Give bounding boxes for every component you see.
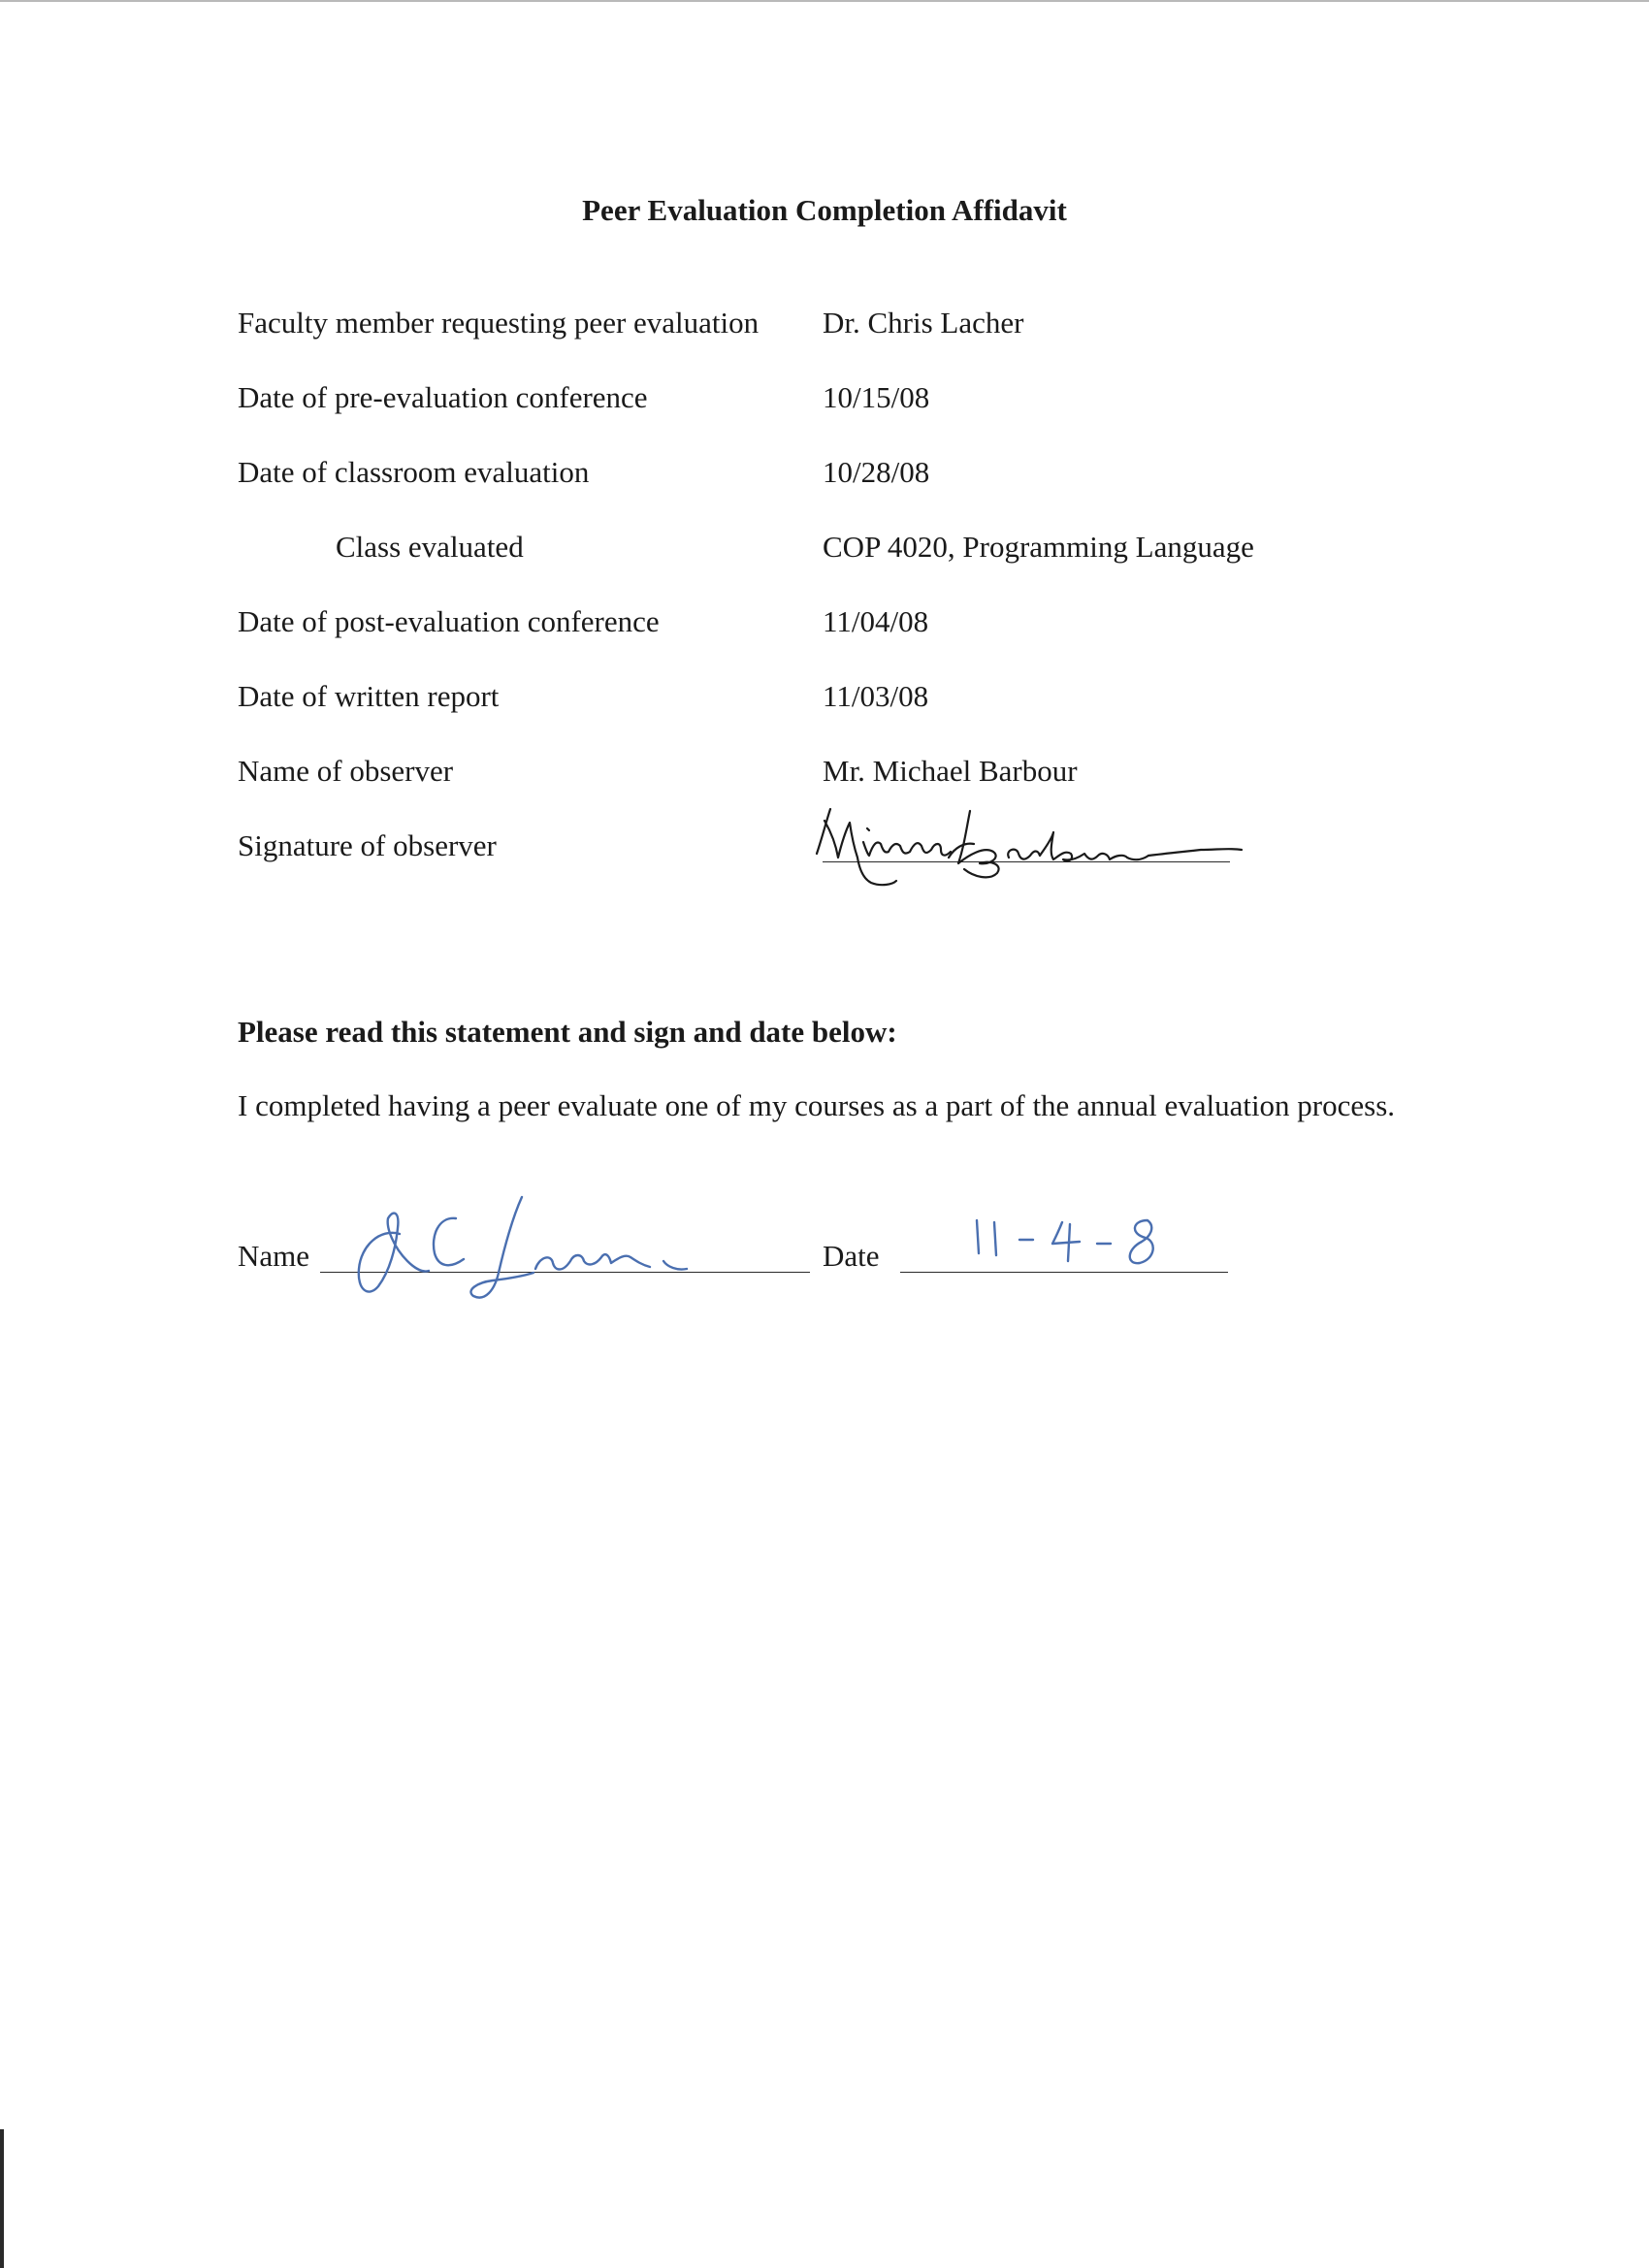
field-row-class-evaluated: [0, 525, 1649, 569]
field-row-post-evaluation-date: [0, 599, 1649, 644]
field-value: Dr. Chris Lacher: [823, 306, 1024, 340]
scan-left-edge: [0, 2129, 4, 2268]
date-label: Date: [823, 1239, 880, 1273]
field-label: Date of pre-evaluation conference: [238, 380, 648, 414]
document-title: Peer Evaluation Completion Affidavit: [582, 193, 1067, 227]
field-row-written-report-date: [0, 674, 1649, 719]
field-row-pre-evaluation-date: [0, 375, 1649, 420]
field-label: Name of observer: [238, 754, 454, 788]
statement-body: I completed having a peer evaluate one of my courses as a part of the annual evaluation process.: [238, 1088, 1396, 1122]
statement-heading: Please read this statement and sign and date below:: [238, 1015, 897, 1049]
field-value: 10/15/08: [823, 380, 930, 414]
name-signature: [341, 1189, 759, 1306]
field-label: Date of classroom evaluation: [238, 455, 590, 489]
field-row-classroom-evaluation-date: [0, 450, 1649, 495]
sign-off-row: [0, 1232, 1649, 1290]
field-value: 11/04/08: [823, 604, 929, 638]
field-label: Date of written report: [238, 679, 500, 713]
scan-top-edge: [0, 0, 1649, 2]
field-value: 10/28/08: [823, 455, 930, 489]
observer-signature: [803, 782, 1259, 898]
field-label: Faculty member requesting peer evaluation: [238, 306, 760, 340]
field-label: Class evaluated: [336, 530, 524, 564]
field-label: Date of post-evaluation conference: [238, 604, 660, 638]
field-value: COP 4020, Programming Language: [823, 530, 1254, 564]
name-label: Name: [238, 1239, 310, 1273]
field-label: Signature of observer: [238, 828, 497, 862]
field-row-faculty-member: [0, 301, 1649, 345]
handwritten-date: [965, 1211, 1188, 1280]
field-value: Mr. Michael Barbour: [823, 754, 1078, 788]
field-value: 11/03/08: [823, 679, 929, 713]
